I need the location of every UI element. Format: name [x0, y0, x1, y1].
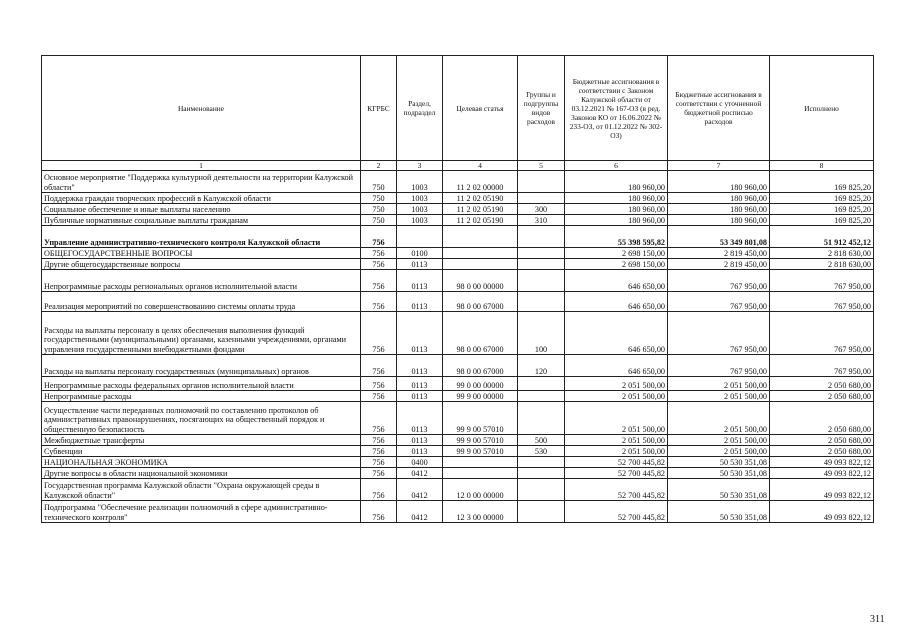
row-name: Расходы на выплаты персоналу в целях обеспечения выполнения функций государственными (муниципальными) органами, казенными учреждениями, органами управления государственными внебюджетными фондами	[42, 312, 361, 355]
table-row	[42, 259, 874, 270]
row-section: 0113	[397, 355, 443, 377]
row-name: Основное мероприятие "Поддержка культурной деятельности на территории Калужской области"	[42, 171, 361, 193]
row-name: Субвенции	[42, 446, 361, 457]
row-revised-allocation: 2 051 500,00	[668, 402, 770, 435]
row-executed: 49 093 822,12	[770, 457, 874, 468]
row-law-allocation: 646 650,00	[565, 312, 668, 355]
row-name: ОБЩЕГОСУДАРСТВЕННЫЕ ВОПРОСЫ	[42, 248, 361, 259]
table-row	[42, 446, 874, 457]
row-kgrbs: 756	[361, 259, 397, 270]
row-revised-allocation: 2 819 450,00	[668, 259, 770, 270]
row-executed: 169 825,20	[770, 204, 874, 215]
row-target-article: 99 0 00 00000	[443, 377, 518, 391]
row-revised-allocation: 180 960,00	[668, 215, 770, 226]
column-number: 5	[518, 161, 565, 171]
row-name: Социальное обеспечение и иные выплаты населению	[42, 204, 361, 215]
row-expense-group	[518, 377, 565, 391]
row-executed: 169 825,20	[770, 171, 874, 193]
row-revised-allocation: 2 051 500,00	[668, 377, 770, 391]
row-executed: 2 818 630,00	[770, 248, 874, 259]
row-name: Реализация мероприятий по совершенствованию системы оплаты труда	[42, 292, 361, 312]
row-section: 0412	[397, 468, 443, 479]
row-expense-group: 500	[518, 435, 565, 446]
row-revised-allocation: 767 950,00	[668, 270, 770, 292]
row-section: 0412	[397, 479, 443, 501]
row-executed: 767 950,00	[770, 312, 874, 355]
row-revised-allocation: 767 950,00	[668, 292, 770, 312]
column-number: 1	[42, 161, 361, 171]
table-row	[42, 377, 874, 391]
row-name: Другие общегосударственные вопросы	[42, 259, 361, 270]
row-name: Непрограммные расходы региональных органов исполнительной власти	[42, 270, 361, 292]
row-section: 0113	[397, 402, 443, 435]
row-target-article: 11 2 02 05190	[443, 193, 518, 204]
row-target-article	[443, 457, 518, 468]
row-expense-group	[518, 193, 565, 204]
row-section: 0100	[397, 248, 443, 259]
row-expense-group	[518, 479, 565, 501]
row-section: 1003	[397, 171, 443, 193]
table-row	[42, 468, 874, 479]
row-target-article: 99 9 00 57010	[443, 402, 518, 435]
row-kgrbs: 756	[361, 479, 397, 501]
row-section: 0113	[397, 435, 443, 446]
row-revised-allocation: 2 051 500,00	[668, 391, 770, 402]
row-name: Расходы на выплаты персоналу государственных (муниципальных) органов	[42, 355, 361, 377]
row-law-allocation: 646 650,00	[565, 292, 668, 312]
table-row	[42, 355, 874, 377]
row-executed: 2 050 680,00	[770, 446, 874, 457]
row-target-article	[443, 248, 518, 259]
table-row	[42, 171, 874, 193]
row-name: Публичные нормативные социальные выплаты гражданам	[42, 215, 361, 226]
row-executed: 51 912 452,12	[770, 226, 874, 248]
row-executed: 169 825,20	[770, 193, 874, 204]
row-expense-group: 100	[518, 312, 565, 355]
row-law-allocation: 2 051 500,00	[565, 435, 668, 446]
row-revised-allocation: 2 051 500,00	[668, 435, 770, 446]
row-name: Другие вопросы в области национальной экономики	[42, 468, 361, 479]
row-expense-group	[518, 171, 565, 193]
row-kgrbs: 756	[361, 312, 397, 355]
row-kgrbs: 756	[361, 391, 397, 402]
row-target-article	[443, 259, 518, 270]
row-section: 1003	[397, 193, 443, 204]
row-name: Межбюджетные трансферты	[42, 435, 361, 446]
column-number: 2	[361, 161, 397, 171]
row-revised-allocation: 50 530 351,08	[668, 457, 770, 468]
row-revised-allocation: 767 950,00	[668, 312, 770, 355]
row-executed: 169 825,20	[770, 215, 874, 226]
row-executed: 767 950,00	[770, 355, 874, 377]
row-target-article: 11 2 02 00000	[443, 171, 518, 193]
header-revised-allocations: Бюджетные ассигнования в соответствии с уточненной бюджетной росписью расходов	[668, 56, 770, 161]
row-revised-allocation: 180 960,00	[668, 204, 770, 215]
row-revised-allocation: 180 960,00	[668, 171, 770, 193]
table-row	[42, 312, 874, 355]
row-law-allocation: 180 960,00	[565, 204, 668, 215]
header-kgrbs: КГРБС	[361, 56, 397, 161]
column-number: 4	[443, 161, 518, 171]
table-row	[42, 270, 874, 292]
row-law-allocation: 646 650,00	[565, 270, 668, 292]
row-expense-group: 530	[518, 446, 565, 457]
row-law-allocation: 52 700 445,82	[565, 457, 668, 468]
row-target-article: 11 2 02 05190	[443, 215, 518, 226]
row-target-article	[443, 468, 518, 479]
header-name: Наименование	[42, 56, 361, 161]
header-target-article: Целевая статья	[443, 56, 518, 161]
row-expense-group	[518, 270, 565, 292]
table-row	[42, 193, 874, 204]
row-expense-group	[518, 402, 565, 435]
row-revised-allocation: 50 530 351,08	[668, 468, 770, 479]
row-expense-group	[518, 501, 565, 523]
row-section: 0113	[397, 391, 443, 402]
row-kgrbs: 756	[361, 468, 397, 479]
header-law-allocations: Бюджетные ассигнования в соответствии с Законом Калужской области от 03.12.2021 № 167-ОЗ (в ред. Законов КО от 16.06.2022 № 233-ОЗ, от 01.12.2022 № 302-ОЗ)	[565, 56, 668, 161]
row-kgrbs: 756	[361, 355, 397, 377]
row-name: Непрограммные расходы	[42, 391, 361, 402]
row-kgrbs: 756	[361, 435, 397, 446]
row-law-allocation: 52 700 445,82	[565, 479, 668, 501]
row-kgrbs: 756	[361, 446, 397, 457]
row-target-article: 99 9 00 57010	[443, 435, 518, 446]
table-row	[42, 215, 874, 226]
row-revised-allocation: 2 051 500,00	[668, 446, 770, 457]
row-expense-group: 120	[518, 355, 565, 377]
row-expense-group: 300	[518, 204, 565, 215]
row-section: 0113	[397, 292, 443, 312]
row-law-allocation: 2 051 500,00	[565, 402, 668, 435]
table-row	[42, 226, 874, 248]
row-revised-allocation: 767 950,00	[668, 355, 770, 377]
row-expense-group	[518, 259, 565, 270]
page-number: 311	[870, 614, 885, 625]
row-section: 0113	[397, 377, 443, 391]
row-revised-allocation: 53 349 801,08	[668, 226, 770, 248]
row-kgrbs: 756	[361, 377, 397, 391]
row-expense-group	[518, 248, 565, 259]
row-target-article: 98 0 00 67000	[443, 312, 518, 355]
row-law-allocation: 180 960,00	[565, 171, 668, 193]
row-revised-allocation: 2 819 450,00	[668, 248, 770, 259]
row-kgrbs: 756	[361, 501, 397, 523]
row-law-allocation: 52 700 445,82	[565, 468, 668, 479]
row-revised-allocation: 50 530 351,08	[668, 501, 770, 523]
row-target-article: 12 0 00 00000	[443, 479, 518, 501]
row-name: Осуществление части переданных полномочий по составлению протоколов об административных правонарушениях, посягающих на общественный порядок и общественную безопасность	[42, 402, 361, 435]
row-executed: 767 950,00	[770, 292, 874, 312]
column-number: 6	[565, 161, 668, 171]
row-section: 0412	[397, 501, 443, 523]
table-row	[42, 435, 874, 446]
table-row	[42, 402, 874, 435]
budget-execution-table	[41, 55, 874, 523]
row-law-allocation: 2 051 500,00	[565, 446, 668, 457]
table-row	[42, 501, 874, 523]
header-row	[42, 56, 874, 161]
row-law-allocation: 180 960,00	[565, 215, 668, 226]
header-executed: Исполнено	[770, 56, 874, 161]
row-revised-allocation: 50 530 351,08	[668, 479, 770, 501]
row-law-allocation: 2 698 150,00	[565, 259, 668, 270]
row-name: НАЦИОНАЛЬНАЯ ЭКОНОМИКА	[42, 457, 361, 468]
row-executed: 2 050 680,00	[770, 391, 874, 402]
row-kgrbs: 756	[361, 270, 397, 292]
header-expense-groups: Группы и подгруппы видов расходов	[518, 56, 565, 161]
row-expense-group: 310	[518, 215, 565, 226]
row-kgrbs: 750	[361, 193, 397, 204]
row-kgrbs: 750	[361, 215, 397, 226]
budget-table-sheet	[41, 55, 873, 523]
row-kgrbs: 756	[361, 402, 397, 435]
row-executed: 767 950,00	[770, 270, 874, 292]
row-expense-group	[518, 468, 565, 479]
row-law-allocation: 646 650,00	[565, 355, 668, 377]
column-number: 8	[770, 161, 874, 171]
table-body	[42, 171, 874, 523]
row-expense-group	[518, 391, 565, 402]
row-target-article: 12 3 00 00000	[443, 501, 518, 523]
row-target-article: 98 0 00 67000	[443, 355, 518, 377]
row-section	[397, 226, 443, 248]
table-row	[42, 292, 874, 312]
row-kgrbs: 756	[361, 292, 397, 312]
row-target-article: 11 2 02 05190	[443, 204, 518, 215]
row-expense-group	[518, 226, 565, 248]
row-kgrbs: 750	[361, 171, 397, 193]
row-kgrbs: 750	[361, 204, 397, 215]
column-number: 7	[668, 161, 770, 171]
row-name: Подпрограмма "Обеспечение реализации полномочий в сфере административно-технического контроля"	[42, 501, 361, 523]
row-executed: 49 093 822,12	[770, 468, 874, 479]
row-section: 1003	[397, 215, 443, 226]
row-law-allocation: 52 700 445,82	[565, 501, 668, 523]
row-name: Управление административно-технического контроля Калужской области	[42, 226, 361, 248]
column-number: 3	[397, 161, 443, 171]
row-target-article: 99 9 00 57010	[443, 446, 518, 457]
row-law-allocation: 55 398 595,82	[565, 226, 668, 248]
table-row	[42, 248, 874, 259]
row-executed: 2 050 680,00	[770, 435, 874, 446]
row-kgrbs: 756	[361, 248, 397, 259]
row-executed: 49 093 822,12	[770, 479, 874, 501]
row-target-article: 98 0 00 00000	[443, 270, 518, 292]
row-name: Непрограммные расходы федеральных органов исполнительной власти	[42, 377, 361, 391]
row-target-article: 99 9 00 00000	[443, 391, 518, 402]
row-name: Государственная программа Калужской области "Охрана окружающей среды в Калужской области"	[42, 479, 361, 501]
row-kgrbs: 756	[361, 457, 397, 468]
row-kgrbs: 756	[361, 226, 397, 248]
row-target-article: 98 0 00 67000	[443, 292, 518, 312]
row-law-allocation: 180 960,00	[565, 193, 668, 204]
table-row	[42, 479, 874, 501]
row-target-article	[443, 226, 518, 248]
row-section: 0113	[397, 270, 443, 292]
row-law-allocation: 2 698 150,00	[565, 248, 668, 259]
header-section: Раздел, подраздел	[397, 56, 443, 161]
table-row	[42, 204, 874, 215]
row-section: 0400	[397, 457, 443, 468]
row-section: 0113	[397, 259, 443, 270]
table-row	[42, 457, 874, 468]
row-section: 0113	[397, 312, 443, 355]
row-expense-group	[518, 457, 565, 468]
row-name: Поддержка граждан творческих профессий в Калужской области	[42, 193, 361, 204]
row-executed: 2 050 680,00	[770, 377, 874, 391]
row-section: 1003	[397, 204, 443, 215]
row-revised-allocation: 180 960,00	[668, 193, 770, 204]
row-law-allocation: 2 051 500,00	[565, 391, 668, 402]
row-executed: 2 818 630,00	[770, 259, 874, 270]
row-law-allocation: 2 051 500,00	[565, 377, 668, 391]
column-number-row	[42, 161, 874, 171]
row-executed: 2 050 680,00	[770, 402, 874, 435]
table-row	[42, 391, 874, 402]
row-executed: 49 093 822,12	[770, 501, 874, 523]
row-expense-group	[518, 292, 565, 312]
row-section: 0113	[397, 446, 443, 457]
